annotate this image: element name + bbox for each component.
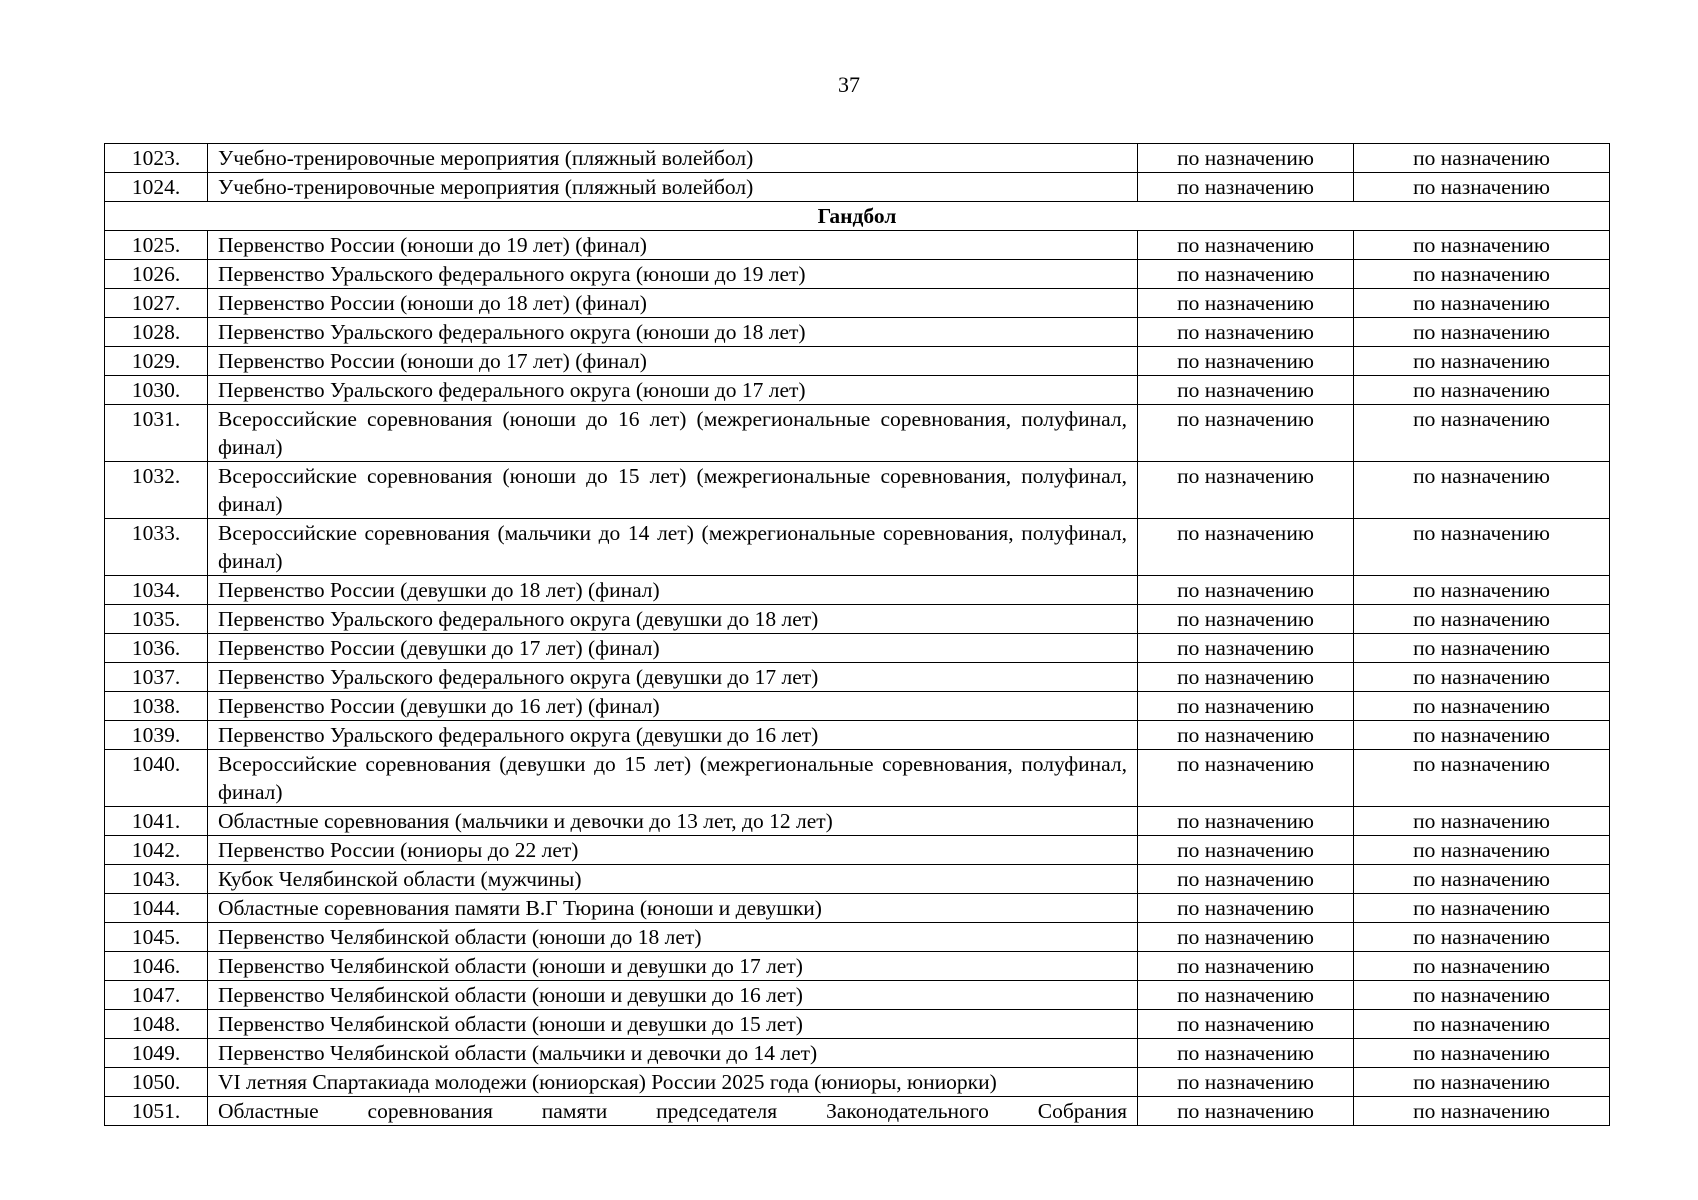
col4-value: по назначению <box>1354 462 1610 519</box>
row-number: 1034. <box>105 576 208 605</box>
col3-value: по назначению <box>1138 519 1354 576</box>
col4-value: по назначению <box>1354 231 1610 260</box>
page-number: 37 <box>838 72 860 97</box>
row-number: 1023. <box>105 144 208 173</box>
table-row <box>105 1039 1610 1068</box>
row-number: 1032. <box>105 462 208 519</box>
section-title: Гандбол <box>105 202 1610 231</box>
table-row <box>105 318 1610 347</box>
col3-value: по назначению <box>1138 318 1354 347</box>
table-row <box>105 605 1610 634</box>
col3-value: по назначению <box>1138 1068 1354 1097</box>
col4-value: по назначению <box>1354 1068 1610 1097</box>
table-row <box>105 1097 1610 1126</box>
col3-value: по назначению <box>1138 634 1354 663</box>
event-name: Областные соревнования памяти В.Г Тюрина (юноши и девушки) <box>208 894 1138 923</box>
col4-value: по назначению <box>1354 721 1610 750</box>
row-number: 1024. <box>105 173 208 202</box>
col3-value: по назначению <box>1138 260 1354 289</box>
col4-value: по назначению <box>1354 923 1610 952</box>
table-row <box>105 807 1610 836</box>
table-row <box>105 865 1610 894</box>
col4-value: по назначению <box>1354 692 1610 721</box>
event-name: Первенство Уральского федерального округа (девушки до 16 лет) <box>208 721 1138 750</box>
col4-value: по назначению <box>1354 865 1610 894</box>
event-name: Первенство России (девушки до 18 лет) (финал) <box>208 576 1138 605</box>
event-name: Кубок Челябинской области (мужчины) <box>208 865 1138 894</box>
col4-value: по назначению <box>1354 605 1610 634</box>
event-name: Первенство Уральского федерального округа (девушки до 17 лет) <box>208 663 1138 692</box>
row-number: 1028. <box>105 318 208 347</box>
table-row <box>105 692 1610 721</box>
table-row <box>105 836 1610 865</box>
col3-value: по назначению <box>1138 952 1354 981</box>
col4-value: по назначению <box>1354 807 1610 836</box>
col3-value: по назначению <box>1138 144 1354 173</box>
table-row <box>105 1068 1610 1097</box>
event-name: Первенство Челябинской области (юноши и девушки до 16 лет) <box>208 981 1138 1010</box>
event-name: Учебно-тренировочные мероприятия (пляжный волейбол) <box>208 144 1138 173</box>
row-number: 1049. <box>105 1039 208 1068</box>
col3-value: по назначению <box>1138 605 1354 634</box>
row-number: 1043. <box>105 865 208 894</box>
event-name: Первенство России (юноши до 19 лет) (финал) <box>208 231 1138 260</box>
row-number: 1047. <box>105 981 208 1010</box>
col4-value: по назначению <box>1354 405 1610 462</box>
col4-value: по назначению <box>1354 1097 1610 1126</box>
event-name: VI летняя Спартакиада молодежи (юниорская) России 2025 года (юниоры, юниорки) <box>208 1068 1138 1097</box>
table-row <box>105 173 1610 202</box>
col4-value: по назначению <box>1354 981 1610 1010</box>
col4-value: по назначению <box>1354 173 1610 202</box>
col3-value: по назначению <box>1138 1097 1354 1126</box>
col3-value: по назначению <box>1138 405 1354 462</box>
col3-value: по назначению <box>1138 865 1354 894</box>
table-row <box>105 952 1610 981</box>
row-number: 1040. <box>105 750 208 807</box>
table-row <box>105 750 1610 807</box>
col3-value: по назначению <box>1138 721 1354 750</box>
events-table <box>104 143 1610 1126</box>
row-number: 1050. <box>105 1068 208 1097</box>
row-number: 1027. <box>105 289 208 318</box>
table-row <box>105 721 1610 750</box>
col4-value: по назначению <box>1354 663 1610 692</box>
event-name: Первенство Челябинской области (мальчики и девочки до 14 лет) <box>208 1039 1138 1068</box>
col3-value: по назначению <box>1138 923 1354 952</box>
row-number: 1039. <box>105 721 208 750</box>
event-name: Всероссийские соревнования (девушки до 15 лет) (межрегиональные соревнования, полуфинал, финал) <box>208 750 1138 807</box>
col4-value: по назначению <box>1354 260 1610 289</box>
event-name: Первенство Уральского федерального округа (юноши до 19 лет) <box>208 260 1138 289</box>
event-name: Первенство Уральского федерального округа (юноши до 17 лет) <box>208 376 1138 405</box>
row-number: 1048. <box>105 1010 208 1039</box>
row-number: 1033. <box>105 519 208 576</box>
col4-value: по назначению <box>1354 952 1610 981</box>
event-name: Первенство Челябинской области (юноши до 18 лет) <box>208 923 1138 952</box>
col3-value: по назначению <box>1138 807 1354 836</box>
table-body-handball <box>105 231 1610 1126</box>
col4-value: по назначению <box>1354 750 1610 807</box>
col4-value: по назначению <box>1354 1039 1610 1068</box>
table-row <box>105 894 1610 923</box>
table-row <box>105 1010 1610 1039</box>
row-number: 1041. <box>105 807 208 836</box>
col4-value: по назначению <box>1354 1010 1610 1039</box>
event-name: Первенство России (девушки до 17 лет) (финал) <box>208 634 1138 663</box>
event-name: Областные соревнования памяти председателя Законодательного Собрания <box>208 1097 1138 1126</box>
col3-value: по назначению <box>1138 1039 1354 1068</box>
event-name: Первенство России (девушки до 16 лет) (финал) <box>208 692 1138 721</box>
table-row <box>105 231 1610 260</box>
col4-value: по назначению <box>1354 347 1610 376</box>
row-number: 1042. <box>105 836 208 865</box>
row-number: 1025. <box>105 231 208 260</box>
table-row <box>105 663 1610 692</box>
col3-value: по назначению <box>1138 347 1354 376</box>
event-name: Первенство Челябинской области (юноши и девушки до 15 лет) <box>208 1010 1138 1039</box>
col4-value: по назначению <box>1354 836 1610 865</box>
col4-value: по назначению <box>1354 376 1610 405</box>
col4-value: по назначению <box>1354 289 1610 318</box>
col3-value: по назначению <box>1138 663 1354 692</box>
event-name: Первенство Челябинской области (юноши и девушки до 17 лет) <box>208 952 1138 981</box>
row-number: 1031. <box>105 405 208 462</box>
table-body <box>105 144 1610 231</box>
col3-value: по назначению <box>1138 231 1354 260</box>
table-row <box>105 462 1610 519</box>
col3-value: по назначению <box>1138 289 1354 318</box>
table-row <box>105 923 1610 952</box>
table-row <box>105 576 1610 605</box>
col4-value: по назначению <box>1354 519 1610 576</box>
table-row <box>105 260 1610 289</box>
col3-value: по назначению <box>1138 836 1354 865</box>
col3-value: по назначению <box>1138 750 1354 807</box>
col4-value: по назначению <box>1354 318 1610 347</box>
col4-value: по назначению <box>1354 894 1610 923</box>
col3-value: по назначению <box>1138 576 1354 605</box>
event-name: Первенство России (юниоры до 22 лет) <box>208 836 1138 865</box>
row-number: 1045. <box>105 923 208 952</box>
table-row <box>105 376 1610 405</box>
row-number: 1051. <box>105 1097 208 1126</box>
col3-value: по назначению <box>1138 1010 1354 1039</box>
event-name: Первенство России (юноши до 17 лет) (финал) <box>208 347 1138 376</box>
table-row <box>105 347 1610 376</box>
col3-value: по назначению <box>1138 462 1354 519</box>
row-number: 1029. <box>105 347 208 376</box>
table-row <box>105 634 1610 663</box>
table-row <box>105 289 1610 318</box>
col4-value: по назначению <box>1354 576 1610 605</box>
row-number: 1030. <box>105 376 208 405</box>
col4-value: по назначению <box>1354 144 1610 173</box>
row-number: 1037. <box>105 663 208 692</box>
col3-value: по назначению <box>1138 692 1354 721</box>
col3-value: по назначению <box>1138 173 1354 202</box>
row-number: 1046. <box>105 952 208 981</box>
row-number: 1035. <box>105 605 208 634</box>
col4-value: по назначению <box>1354 634 1610 663</box>
event-name: Первенство Уральского федерального округа (девушки до 18 лет) <box>208 605 1138 634</box>
table-row <box>105 981 1610 1010</box>
event-name: Всероссийские соревнования (мальчики до 14 лет) (межрегиональные соревнования, полуфинал, финал) <box>208 519 1138 576</box>
section-header-row <box>105 202 1610 231</box>
event-name: Учебно-тренировочные мероприятия (пляжный волейбол) <box>208 173 1138 202</box>
row-number: 1026. <box>105 260 208 289</box>
col3-value: по назначению <box>1138 981 1354 1010</box>
table-row <box>105 405 1610 462</box>
table-row <box>105 144 1610 173</box>
event-name: Первенство Уральского федерального округа (юноши до 18 лет) <box>208 318 1138 347</box>
row-number: 1038. <box>105 692 208 721</box>
row-number: 1044. <box>105 894 208 923</box>
event-name: Всероссийские соревнования (юноши до 16 лет) (межрегиональные соревнования, полуфинал, финал) <box>208 405 1138 462</box>
event-name: Областные соревнования (мальчики и девочки до 13 лет, до 12 лет) <box>208 807 1138 836</box>
event-name: Первенство России (юноши до 18 лет) (финал) <box>208 289 1138 318</box>
col3-value: по назначению <box>1138 376 1354 405</box>
table-row <box>105 519 1610 576</box>
event-name: Всероссийские соревнования (юноши до 15 лет) (межрегиональные соревнования, полуфинал, финал) <box>208 462 1138 519</box>
col3-value: по назначению <box>1138 894 1354 923</box>
row-number: 1036. <box>105 634 208 663</box>
